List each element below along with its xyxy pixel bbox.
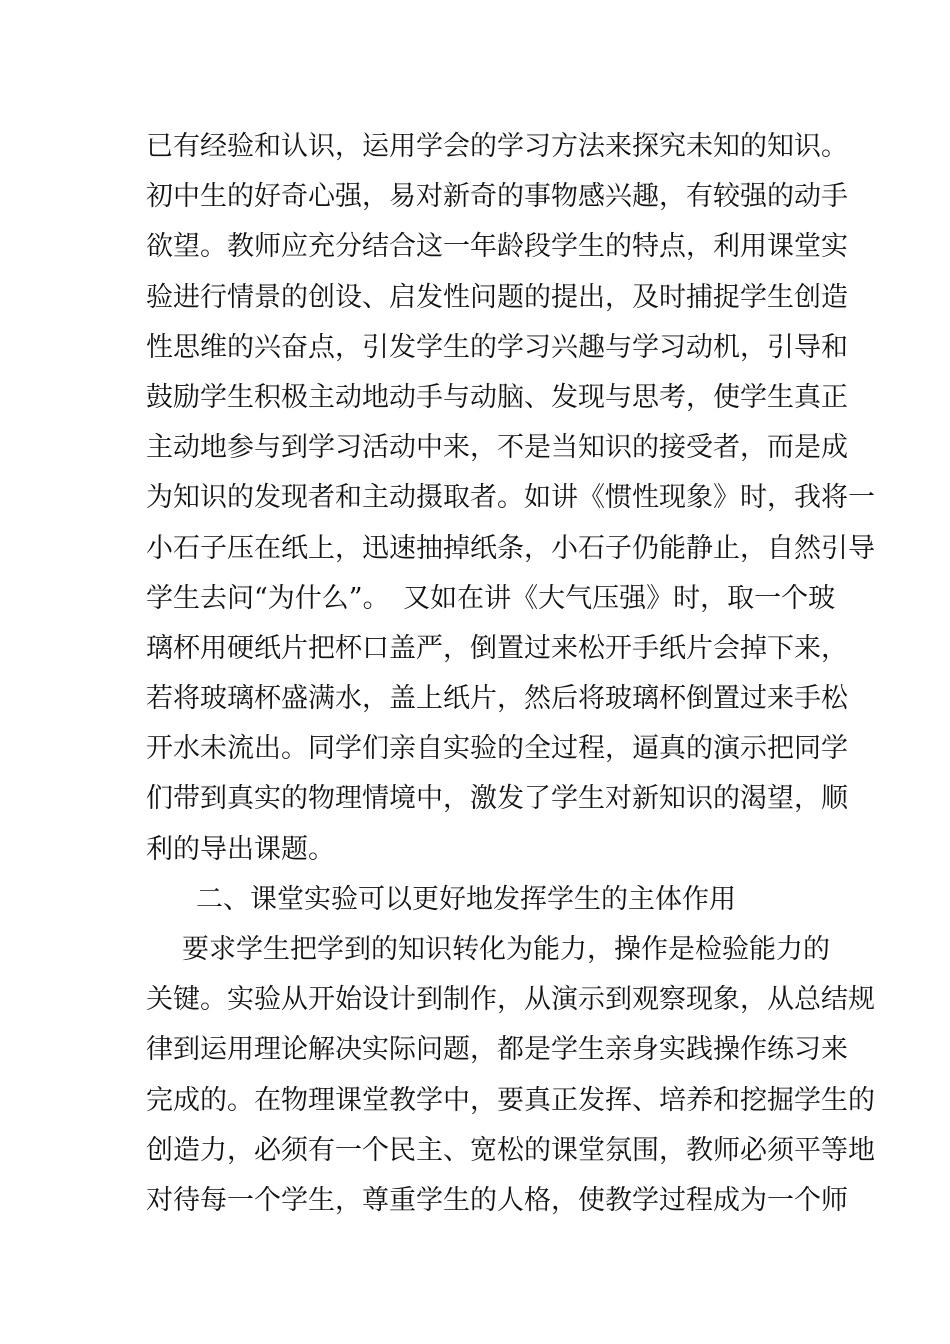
- text-line: 主动地参与到学习活动中来，不是当知识的接受者，而是成: [146, 432, 848, 464]
- text-line: 性思维的兴奋点，引发学生的学习兴趣与学习动机，引导和: [146, 331, 848, 363]
- body-text: [146, 122, 875, 1226]
- text-line: 完成的。在物理课堂教学中，要真正发挥、培养和挖掘学生的: [146, 1084, 875, 1116]
- text-line: 验进行情景的创设、启发性问题的提出，及时捕捉学生创造: [146, 281, 848, 313]
- text-line: 已有经验和认识，运用学会的学习方法来探究未知的知识。: [146, 131, 848, 162]
- text-line: 律到运用理论解决实际问题，都是学生亲身实践操作练习来: [146, 1034, 848, 1066]
- text-line: 利的导出课题。: [146, 833, 335, 865]
- text-line: 要求学生把学到的知识转化为能力，操作是检验能力的: [182, 934, 830, 965]
- text-line: 璃杯用硬纸片把杯口盖严，倒置过来松开手纸片会掉下来，: [146, 632, 848, 664]
- text-line: 关键。实验从开始设计到制作，从演示到观察现象，从总结规: [146, 984, 875, 1016]
- text-line: 初中生的好奇心强，易对新奇的事物感兴趣，有较强的动手: [146, 181, 848, 213]
- text-line: 欲望。教师应充分结合这一年龄段学生的特点，利用课堂实: [146, 231, 848, 263]
- text-line: 们带到真实的物理情境中，激发了学生对新知识的渴望，顺: [146, 783, 848, 815]
- text-line: 为知识的发现者和主动摄取者。如讲《惯性现象》时，我将一: [146, 482, 875, 514]
- section-heading: 二、课堂实验可以更好地发挥学生的主体作用: [196, 883, 736, 915]
- text-line: 开水未流出。同学们亲自实验的全过程，逼真的演示把同学: [146, 733, 848, 765]
- text-line: 若将玻璃杯盛满水，盖上纸片，然后将玻璃杯倒置过来手松: [146, 683, 848, 715]
- text-line: 学生去问“为什么”。 又如在讲《大气压强》时，取一个玻: [146, 582, 836, 614]
- text-line: 对待每一个学生，尊重学生的人格，使教学过程成为一个师: [146, 1184, 848, 1216]
- text-line: 创造力，必须有一个民主、宽松的课堂氛围，教师必须平等地: [146, 1134, 875, 1166]
- text-line: 鼓励学生积极主动地动手与动脑、发现与思考，使学生真正: [146, 381, 848, 413]
- text-line: 小石子压在纸上，迅速抽掉纸条，小石子仍能静止，自然引导: [146, 532, 875, 564]
